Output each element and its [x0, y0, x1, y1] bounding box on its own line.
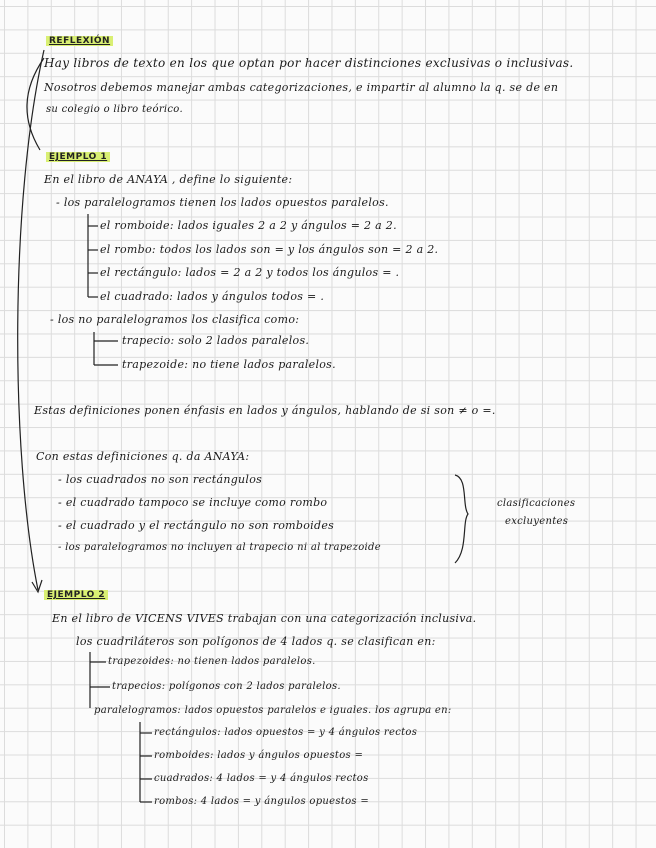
ejemplo1-item: el romboide: lados iguales 2 a 2 y ángulos = 2 a 2. — [100, 219, 397, 232]
ejemplo1-conclusion: - los cuadrados no son rectángulos — [58, 473, 263, 486]
ejemplo1-no-item: trapecio: solo 2 lados paralelos. — [122, 334, 310, 347]
ejemplo1-no-paralelogramos: - los no paralelogramos los clasifica como: — [50, 313, 300, 326]
ejemplo1-enfasis: Estas definiciones ponen énfasis en lados y ángulos, hablando de si son ≠ o =. — [34, 404, 496, 417]
reflexion-line-1: Hay libros de texto en los que optan por hacer distinciones exclusivas o inclusivas. — [44, 56, 574, 70]
ejemplo1-conclusion: - el cuadrado y el rectángulo no son romboides — [58, 519, 335, 532]
ejemplo2-cuadrilateros: los cuadriláteros son polígonos de 4 lados q. se clasifican en: — [76, 635, 436, 648]
ejemplo2-intro: En el libro de VICENS VIVES trabajan con una categorización inclusiva. — [52, 612, 477, 625]
clasificaciones-label: clasificaciones — [497, 498, 576, 509]
ejemplo2-sub-item: rectángulos: lados opuestos = y 4 ángulos rectos — [154, 727, 418, 738]
ejemplo2-sub-item: rombos: 4 lados = y ángulos opuestos = — [154, 796, 370, 807]
ejemplo2-item: trapecios: polígonos con 2 lados paralelos. — [112, 681, 341, 692]
reflexion-line-3: su colegio o libro teórico. — [46, 104, 183, 115]
ejemplo1-conclusion-intro: Con estas definiciones q. da ANAYA: — [36, 450, 250, 463]
ejemplo1-item: el rectángulo: lados = 2 a 2 y todos los ángulos = . — [100, 266, 400, 279]
ejemplo1-heading: EJEMPLO 1 — [46, 152, 110, 162]
ejemplo1-item: el rombo: todos los lados son = y los ángulos son = 2 a 2. — [100, 243, 439, 256]
ejemplo2-sub-item: romboides: lados y ángulos opuestos = — [154, 750, 364, 761]
ejemplo2-heading: EJEMPLO 2 — [44, 590, 108, 600]
ejemplo2-sub-item: cuadrados: 4 lados = y 4 ángulos rectos — [154, 773, 369, 784]
reflexion-line-2: Nosotros debemos manejar ambas categorizaciones, e impartir al alumno la q. se de en — [44, 81, 559, 94]
ejemplo2-item: trapezoides: no tienen lados paralelos. — [108, 656, 316, 667]
reflexion-heading: REFLEXIÓN — [46, 36, 113, 46]
ejemplo2-item: paralelogramos: lados opuestos paralelos e iguales. los agrupa en: — [94, 705, 452, 716]
ejemplo1-conclusion: - el cuadrado tampoco se incluye como rombo — [58, 496, 328, 509]
ejemplo1-paralelogramos: - los paralelogramos tienen los lados opuestos paralelos. — [56, 196, 389, 209]
excluyentes-label: excluyentes — [505, 516, 569, 527]
ejemplo1-intro: En el libro de ANAYA , define lo siguiente: — [44, 173, 293, 186]
ejemplo1-item: el cuadrado: lados y ángulos todos = . — [100, 290, 325, 303]
ejemplo1-conclusion: - los paralelogramos no incluyen al trapecio ni al trapezoide — [58, 542, 381, 553]
ejemplo1-no-item: trapezoide: no tiene lados paralelos. — [122, 358, 336, 371]
